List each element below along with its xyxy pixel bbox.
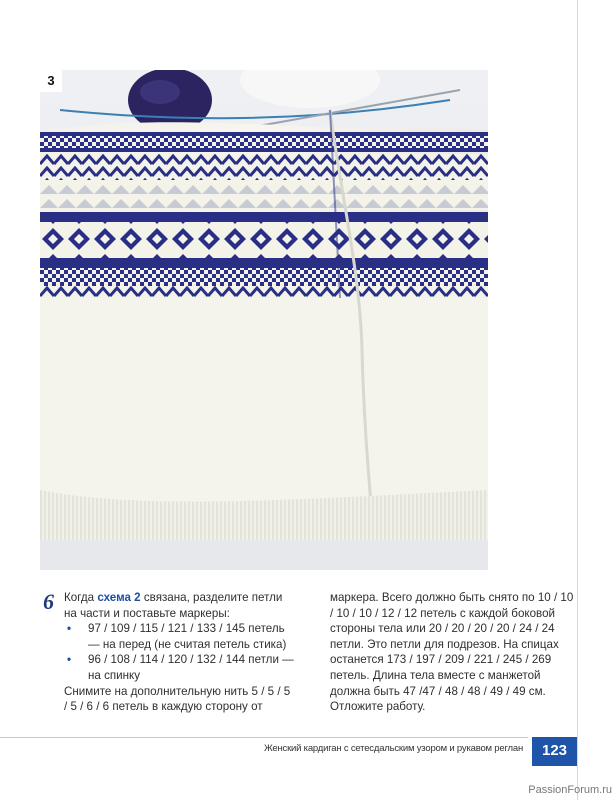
knitting-illustration [40, 70, 488, 570]
step-intro: Когда схема 2 связана, разделите петли на части и поставьте маркеры: [64, 591, 283, 620]
watermark: PassionForum.ru [528, 784, 612, 796]
chart-reference: схема 2 [97, 591, 141, 604]
text-column-left [64, 590, 296, 715]
list-item: • 96 / 108 / 114 / 120 / 132 / 144 петли — на спинку [64, 652, 296, 683]
footer-divider [0, 737, 528, 738]
paragraph: маркера. Всего должно быть снято по 10 / 10 / 10 / 10 / 12 / 12 петель с каждой боковой стороны тела или 20 / 20 / 20 / 20 / 24 / 24 петли. Это петли для подрезов. На спицах останется 173 / 197 / 209 / 221 / 245 / 269 петель. Длина тела вместе с манжетой должна быть 47 /47 / 48 / 48 / 49 / 49 см. Отложите работу. [330, 591, 574, 714]
step-number: 6 [43, 589, 54, 614]
running-footer-title: Женский кардиган с сетесдальским узором и рукавом реглан [263, 743, 523, 754]
knitting-photo [40, 70, 488, 570]
page-edge-rule [577, 0, 578, 800]
paragraph: Снимите на дополнительную нить 5 / 5 / 5 / 5 / 6 / 6 петель в каждую сторону от [64, 684, 291, 714]
page-number: 123 [532, 737, 577, 766]
photo-number-label: 3 [40, 70, 62, 92]
text-column-right [330, 590, 575, 715]
marker-list [64, 621, 296, 683]
list-item: • 97 / 109 / 115 / 121 / 133 / 145 петель — на перед (не считая петель стика) [64, 621, 296, 652]
